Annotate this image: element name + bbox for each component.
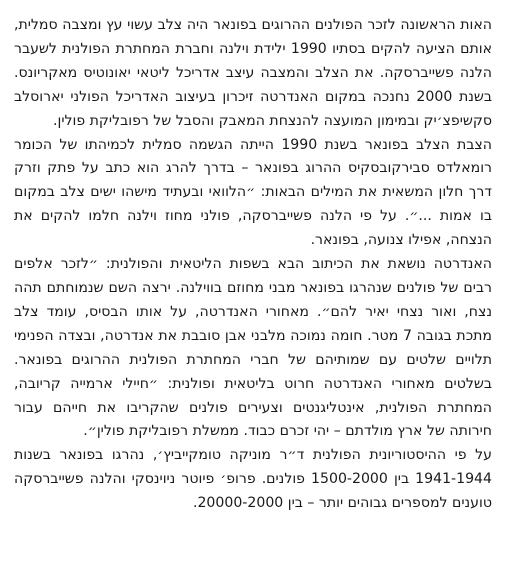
paragraph-cross-placement: הצבת הצלב בפונאר בשנת 1990 הייתה הגשמה סמלית לכמיהתו של הכומר רומאלדס סבירקובסקיס ההרוג בפונאר – בדרך להרג הוא כתב על פתק וזרק דרך חלון המשאית את המילים הבאות: ״הלוואי ובעתיד מישהו ישים צלב במקום בו אמות ...״. על פי הלנה פשייברסקה, פולני מחוז וילנה חלמו להקים את הנצחה, אפילו צנועה, בפונאר. — [14, 136, 492, 249]
paragraph-inscription: האנדרטה נושאת את הכיתוב הבא בשפות הליטאית והפולנית: ״לזכר אלפים רבים של פולנים שנהרגו בפונאר מבני מחוזם בווילנה. ירצה השם שנמוחתם תהה נצח, ואור נצחי יאיר להם״. מאחורי האנדרטה, על אותו הבסיס, עומד צלב מתכת בגובה 7 מטר. חומה נמוכה מלבני אבן סובבת את אנדרטה, ובצדה הפנימי תלויים שלטים עם שמותיהם של חברי המחתרת הפולנית ההרוגים בפונאר. בשלטים מאחורי האנדרטה חרוט בליטאית ופולנית: ״חיילי ארמייה קריובה, המחתרת הפולנית, אינטליגנטים וצעירים פולנים שהקריבו את חייהם עבור חירותה של ארץ מולדתם – יהי זכרם כבוד. ממשלת רפובליקת פולין״. — [14, 256, 492, 440]
paragraph-memorial-history: האות הראשונה לזכר הפולנים ההרוגים בפונאר היה צלב עשוי עץ ומצבה סמלית, אותם הציעה להקים בסתיו 1990 ילידת וילנה וחברת המחתרת הפולנית לשעבר הלנה פשייברסקה. את הצלב והמצבה עיצב אדריכל ליטאי יאונוטיס מאקריונס. בשנת 2000 נחנכה במקום האנדרטה זיכרון בעיצוב האדריכל הפולני יארוסלב סקשיפצ׳יק ובמימון המועצה להנצחת המאבק והסבל של רפובליקת פולין. — [14, 17, 492, 129]
article-body — [14, 14, 492, 516]
paragraph-casualty-figures: על פי ההיסטוריונית הפולנית ד״ר מוניקה טומקייביץ׳, נהרגו בפונאר בשנות 1941-1944 בין 1500-2000 פולנים. פרופ׳ פיוטר ניוינסקי והלנה פשייברסקה טוענים למספרים גבוהים יותר – בין 20000-2000. — [14, 447, 492, 512]
